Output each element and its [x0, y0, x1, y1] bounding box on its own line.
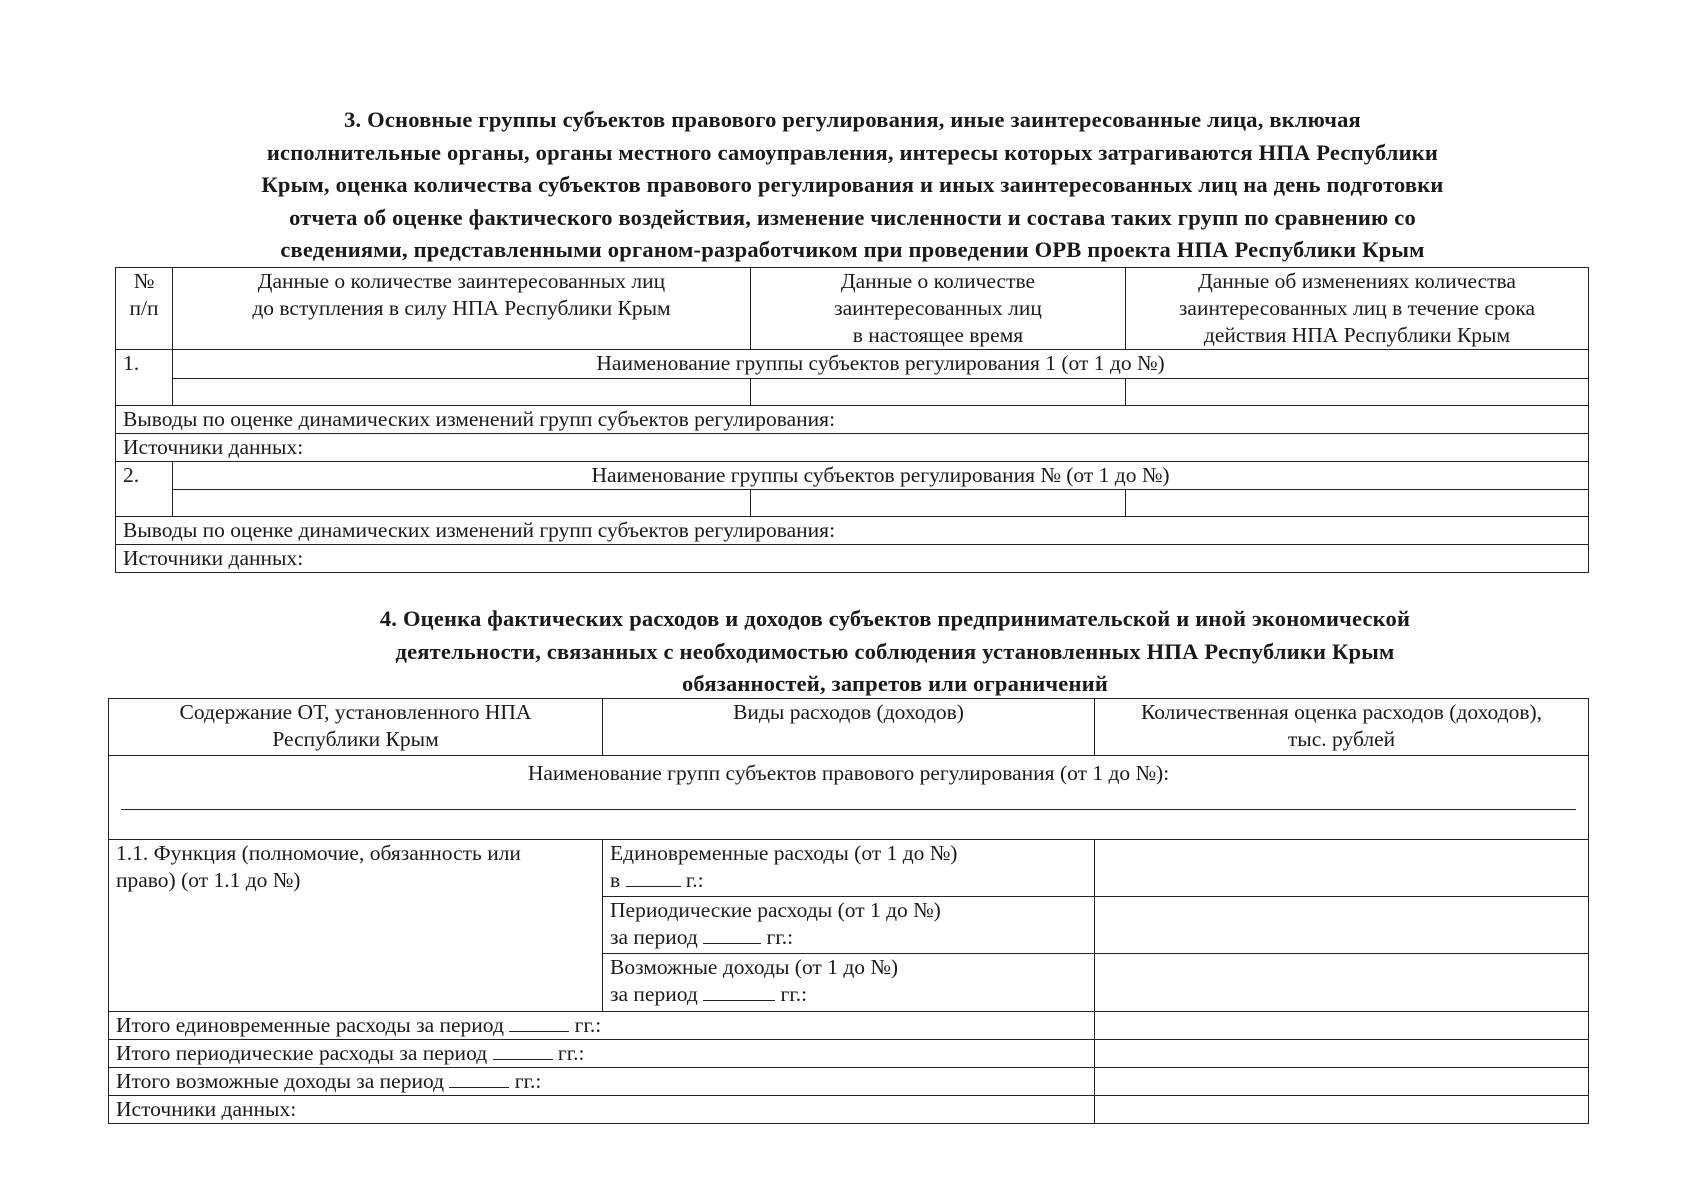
value-cell[interactable]	[1095, 840, 1589, 897]
function-cell: 1.1. Функция (полномочие, обязанность или право) (от 1.1 до №)	[109, 840, 603, 1012]
period-blank[interactable]	[493, 1041, 553, 1060]
col-header-before: Данные о количестве заинтересованных лиц до вступления в силу НПА Республики Крым	[173, 268, 751, 350]
fill-line[interactable]	[121, 809, 1576, 810]
period-blank[interactable]	[509, 1013, 569, 1032]
section-3-table	[115, 267, 1589, 573]
conclusions-label: Выводы по оценке динамических изменений групп субъектов регулирования:	[116, 517, 1589, 545]
cell-changes[interactable]	[1126, 379, 1589, 406]
group-row	[116, 462, 1589, 490]
group-title-row	[109, 756, 1589, 840]
value-cell[interactable]	[1095, 954, 1589, 1012]
total-label-cell: Итого периодические расходы за период гг.:	[109, 1040, 1095, 1068]
table-header-row	[109, 699, 1589, 756]
table-header-row	[116, 268, 1589, 350]
section-3-heading	[110, 104, 1595, 267]
heading-line: исполнительные органы, органы местного самоуправления, интересы которых затрагиваются НПА Республики	[266, 139, 1439, 165]
total-row	[109, 1068, 1589, 1096]
group-name: Наименование группы субъектов регулирования 1 (от 1 до №)	[173, 350, 1589, 379]
period-blank[interactable]	[703, 982, 775, 1001]
total-label-cell: Итого единовременные расходы за период гг.:	[109, 1012, 1095, 1040]
group-number: 1.	[116, 350, 173, 406]
cell-current[interactable]	[751, 490, 1126, 517]
value-cell[interactable]	[1095, 897, 1589, 954]
cell-current[interactable]	[751, 379, 1126, 406]
sources-label: Источники данных:	[109, 1096, 1095, 1124]
sources-label: Источники данных:	[116, 545, 1589, 573]
income-label: Возможные доходы (от 1 до №)	[610, 955, 899, 979]
heading-line: отчета об оценке фактического воздействия, изменение численности и состава таких групп по сравнению со	[289, 204, 1416, 230]
col-header-estimate: Количественная оценка расходов (доходов), тыс. рублей	[1095, 699, 1589, 756]
conclusions-label: Выводы по оценке динамических изменений групп субъектов регулирования:	[116, 406, 1589, 434]
income-cell: Возможные доходы (от 1 до №) за период гг.:	[603, 954, 1095, 1012]
col-header-current: Данные о количестве заинтересованных лиц в настоящее время	[751, 268, 1126, 350]
one-time-cell: Единовременные расходы (от 1 до №) в г.:	[603, 840, 1095, 897]
group-title: Наименование групп субъектов правового регулирования (от 1 до №):	[527, 761, 1170, 785]
col-header-num: № п/п	[116, 268, 173, 350]
period-blank[interactable]	[449, 1069, 509, 1088]
section-4-heading	[200, 603, 1590, 701]
heading-line: деятельности, связанных с необходимостью соблюдения установленных НПА Республики Крым	[395, 638, 1395, 664]
group-row	[116, 350, 1589, 379]
conclusions-row	[116, 517, 1589, 545]
heading-line: Крым, оценка количества субъектов правового регулирования и иных заинтересованных лиц на день подготовки	[261, 172, 1444, 197]
one-time-label: Единовременные расходы (от 1 до №)	[610, 841, 958, 865]
section-4-table	[108, 698, 1589, 1124]
value-cell[interactable]	[1095, 1068, 1589, 1096]
year-blank[interactable]	[626, 868, 681, 887]
heading-line: 4. Оценка фактических расходов и доходов субъектов предпринимательской и иной экономической	[379, 606, 1411, 631]
group-name: Наименование группы субъектов регулирования № (от 1 до №)	[173, 462, 1589, 490]
period-blank[interactable]	[703, 925, 761, 944]
col-header-content: Содержание ОТ, установленного НПА Республики Крым	[109, 699, 603, 756]
value-cell[interactable]	[1095, 1040, 1589, 1068]
value-cell[interactable]	[1095, 1012, 1589, 1040]
col-header-types: Виды расходов (доходов)	[603, 699, 1095, 756]
cell-before[interactable]	[173, 379, 751, 406]
col-header-changes: Данные об изменениях количества заинтересованных лиц в течение срока действия НПА Республики Крым	[1126, 268, 1589, 350]
total-label-cell: Итого возможные доходы за период гг.:	[109, 1068, 1095, 1096]
sources-row	[109, 1096, 1589, 1124]
cell-changes[interactable]	[1126, 490, 1589, 517]
total-row	[109, 1040, 1589, 1068]
sources-row	[116, 545, 1589, 573]
periodic-cell: Периодические расходы (от 1 до №) за период гг.:	[603, 897, 1095, 954]
group-data-row	[116, 490, 1589, 517]
group-title-cell	[109, 756, 1589, 840]
periodic-label: Периодические расходы (от 1 до №)	[610, 898, 941, 922]
cell-before[interactable]	[173, 490, 751, 517]
conclusions-row	[116, 406, 1589, 434]
value-cell[interactable]	[1095, 1096, 1589, 1124]
heading-line: 3. Основные группы субъектов правового регулирования, иные заинтересованные лица, включая	[344, 107, 1361, 132]
sources-row	[116, 434, 1589, 462]
group-data-row	[116, 379, 1589, 406]
heading-line: сведениями, представленными органом-разработчиком при проведении ОРВ проекта НПА Республики Крым	[280, 237, 1425, 262]
sources-label: Источники данных:	[116, 434, 1589, 462]
heading-line: обязанностей, запретов или ограничений	[681, 671, 1108, 696]
one-time-row	[109, 840, 1589, 897]
group-number: 2.	[116, 462, 173, 517]
total-row	[109, 1012, 1589, 1040]
